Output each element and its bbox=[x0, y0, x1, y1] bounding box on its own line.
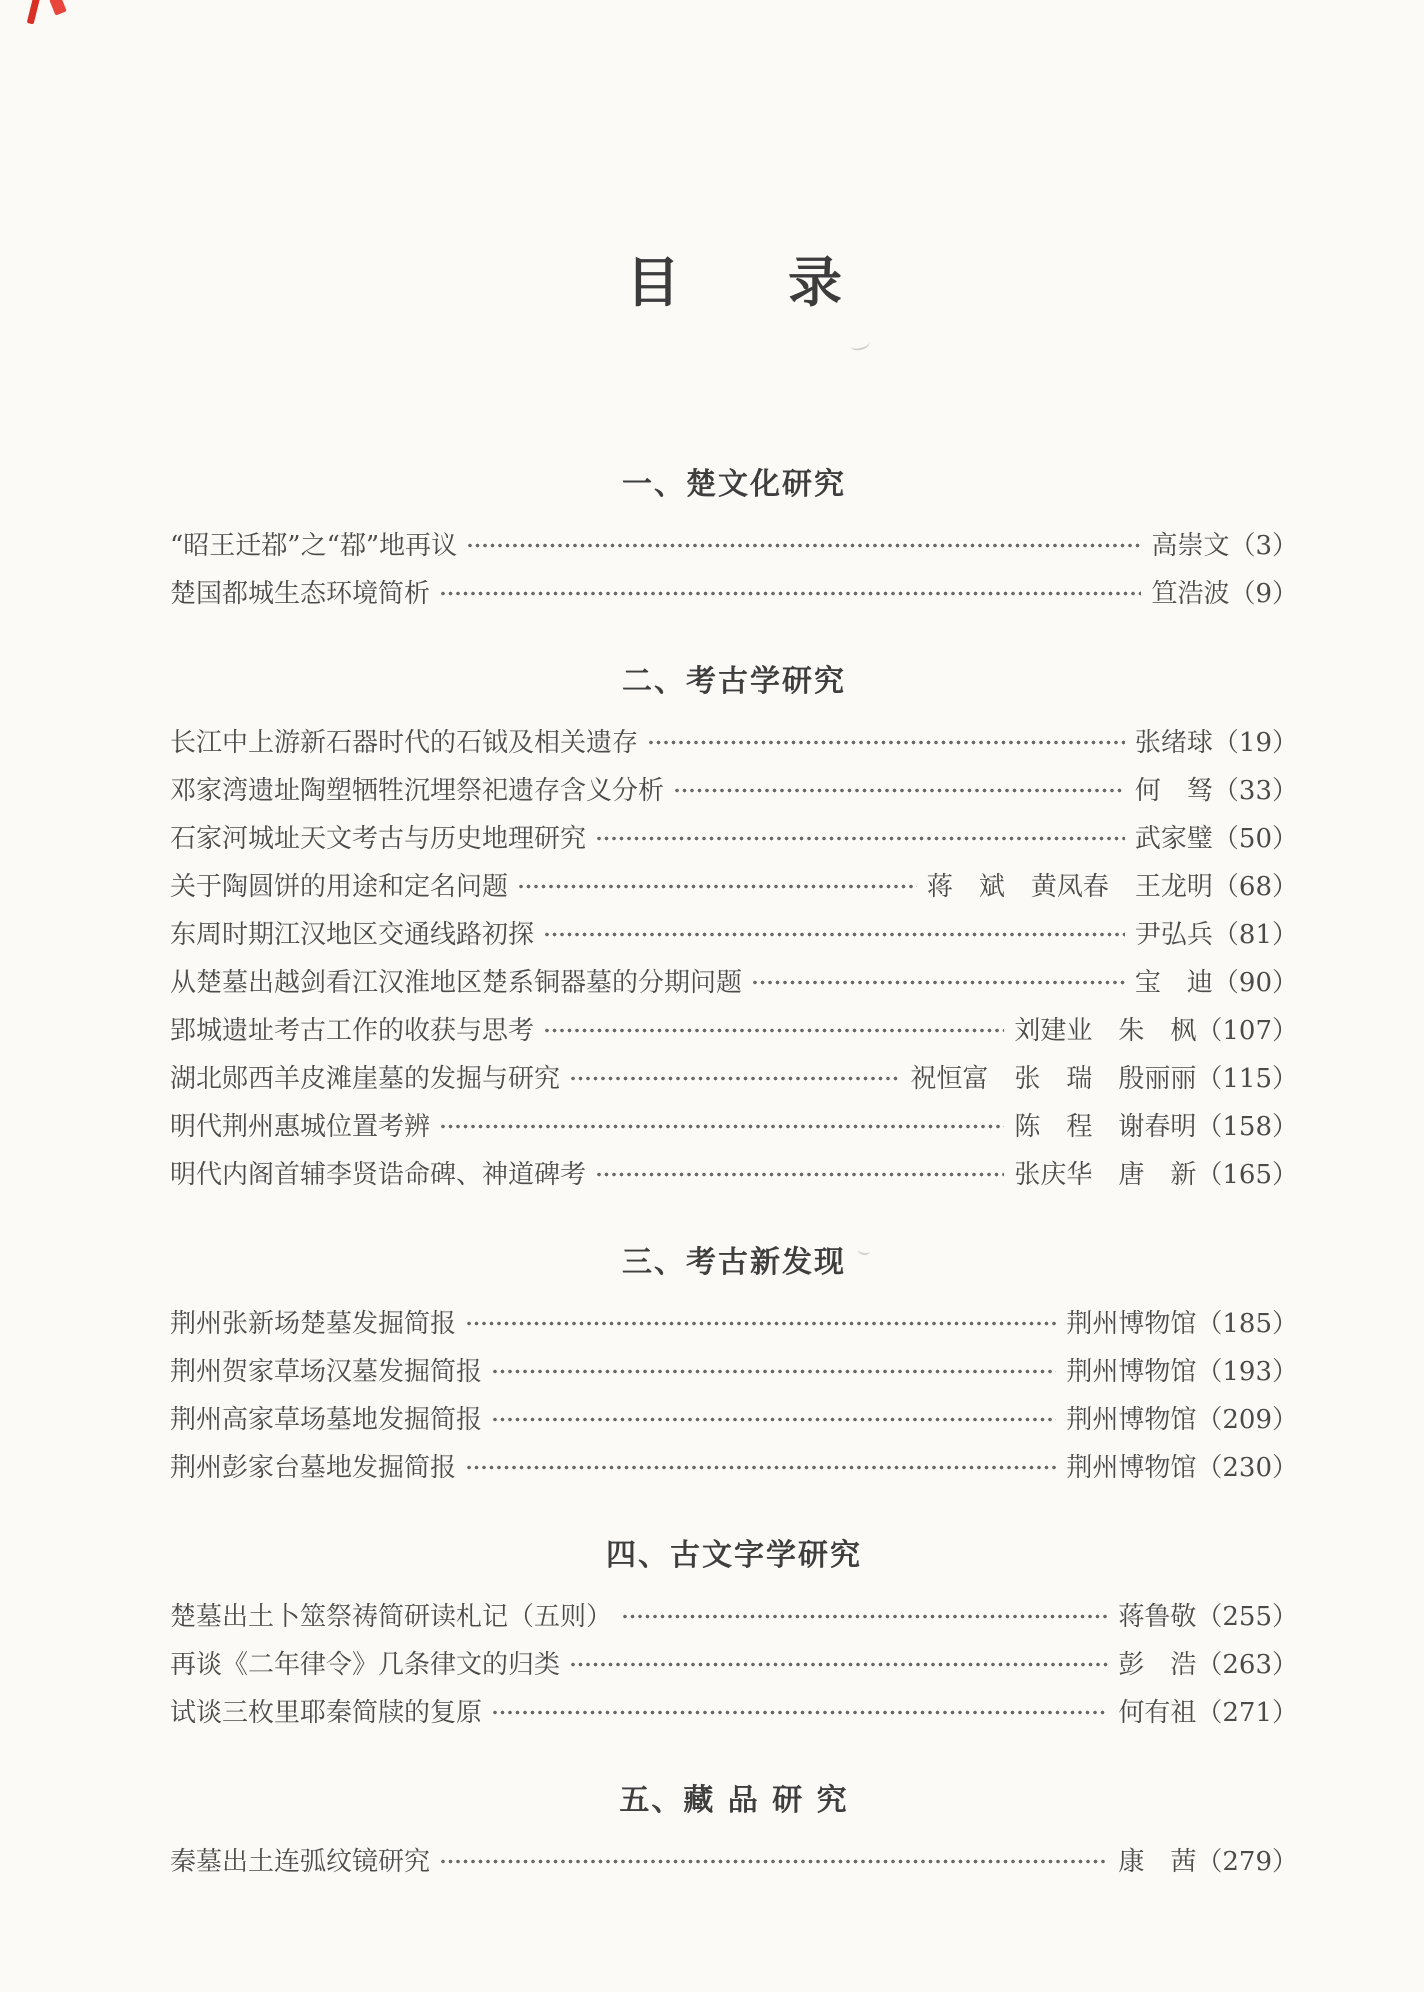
entry-title: 荆州彭家台墓地发掘简报 bbox=[170, 1452, 457, 1483]
entry-authors: 陈 程 谢春明 bbox=[1014, 1111, 1197, 1142]
entry-authors: 张绪球 bbox=[1134, 727, 1213, 758]
dot-leader bbox=[467, 542, 1141, 549]
toc-section bbox=[170, 1242, 1298, 1489]
page-title: 目 录 bbox=[626, 250, 842, 314]
toc-entry bbox=[170, 812, 1298, 860]
entry-title: 湖北郧西羊皮滩崖墓的发掘与研究 bbox=[170, 1063, 561, 1094]
entry-authors: 祝恒富 张 瑞 殷丽丽 bbox=[910, 1063, 1197, 1094]
entry-title: 东周时期江汉地区交通线路初探 bbox=[170, 919, 535, 950]
dot-leader bbox=[674, 787, 1125, 794]
dot-leader bbox=[648, 739, 1125, 746]
toc-entry bbox=[170, 1297, 1298, 1345]
entry-page-number: （255） bbox=[1196, 1601, 1298, 1632]
dot-leader bbox=[752, 979, 1125, 986]
dot-leader bbox=[440, 1123, 1004, 1130]
entry-title: 荆州高家草场墓地发掘简报 bbox=[170, 1404, 483, 1435]
entry-authors: 高崇文 bbox=[1151, 530, 1230, 561]
entry-title: 长江中上游新石器时代的石钺及相关遗存 bbox=[170, 727, 639, 758]
entry-page-number: （90） bbox=[1212, 967, 1298, 998]
toc-entry bbox=[170, 860, 1298, 908]
entry-title: 楚墓出土卜筮祭祷简研读札记（五则） bbox=[170, 1601, 613, 1632]
dot-leader bbox=[440, 590, 1141, 597]
entry-page-number: （50） bbox=[1212, 823, 1298, 854]
dot-leader bbox=[570, 1075, 900, 1082]
entry-title: “昭王迁鄀”之“鄀”地再议 bbox=[170, 530, 458, 561]
dot-leader bbox=[492, 1709, 1108, 1716]
entry-page-number: （115） bbox=[1196, 1063, 1298, 1094]
entry-title: 明代内阁首辅李贤诰命碑、神道碑考 bbox=[170, 1159, 587, 1190]
entry-title: 荆州张新场楚墓发掘简报 bbox=[170, 1308, 457, 1339]
entry-page-number: （9） bbox=[1229, 578, 1298, 609]
toc-entry bbox=[170, 1148, 1298, 1196]
entry-page-number: （158） bbox=[1196, 1111, 1298, 1142]
entry-title: 从楚墓出越剑看江汉淮地区楚系铜器墓的分期问题 bbox=[170, 967, 743, 998]
toc-section bbox=[170, 1780, 1298, 1883]
entry-authors: 康 茜 bbox=[1118, 1846, 1197, 1877]
entry-page-number: （279） bbox=[1196, 1846, 1298, 1877]
entry-authors: 彭 浩 bbox=[1118, 1649, 1197, 1680]
toc-section bbox=[170, 661, 1298, 1196]
toc-entry bbox=[170, 1590, 1298, 1638]
toc-entry bbox=[170, 1638, 1298, 1686]
entry-page-number: （33） bbox=[1212, 775, 1298, 806]
toc-entry bbox=[170, 956, 1298, 1004]
section-heading: 三、考古新发现 bbox=[622, 1245, 846, 1280]
entry-page-number: （230） bbox=[1196, 1452, 1298, 1483]
entry-authors: 张庆华 唐 新 bbox=[1014, 1159, 1197, 1190]
section-heading: 一、楚文化研究 bbox=[622, 467, 846, 502]
entry-page-number: （209） bbox=[1196, 1404, 1298, 1435]
entry-page-number: （68） bbox=[1212, 871, 1298, 902]
entry-page-number: （3） bbox=[1229, 530, 1298, 561]
entry-title: 关于陶圆饼的用途和定名问题 bbox=[170, 871, 509, 902]
entry-authors: 尹弘兵 bbox=[1134, 919, 1213, 950]
toc-entry bbox=[170, 1004, 1298, 1052]
toc-entry bbox=[170, 567, 1298, 615]
entry-authors: 荆州博物馆 bbox=[1066, 1404, 1197, 1435]
entry-page-number: （185） bbox=[1196, 1308, 1298, 1339]
entry-page-number: （165） bbox=[1196, 1159, 1298, 1190]
entry-authors: 刘建业 朱 枫 bbox=[1014, 1015, 1197, 1046]
entry-page-number: （271） bbox=[1196, 1697, 1298, 1728]
entry-page-number: （19） bbox=[1212, 727, 1298, 758]
entry-authors: 蒋 斌 黄凤春 王龙明 bbox=[926, 871, 1213, 902]
section-heading: 四、古文字学研究 bbox=[606, 1538, 862, 1573]
dot-leader bbox=[544, 931, 1125, 938]
toc-entry bbox=[170, 1686, 1298, 1734]
dot-leader bbox=[570, 1661, 1108, 1668]
toc-entry bbox=[170, 908, 1298, 956]
entry-title: 明代荆州惠城位置考辨 bbox=[170, 1111, 431, 1142]
entry-authors: 武家璧 bbox=[1134, 823, 1213, 854]
entry-title: 荆州贺家草场汉墓发掘简报 bbox=[170, 1356, 483, 1387]
red-ink-scan-artifact bbox=[49, 0, 66, 16]
toc-section bbox=[170, 464, 1298, 615]
dot-leader bbox=[518, 883, 917, 890]
toc-entry bbox=[170, 519, 1298, 567]
entry-title: 石家河城址天文考古与历史地理研究 bbox=[170, 823, 587, 854]
dot-leader bbox=[466, 1464, 1056, 1471]
entry-title: 郢城遗址考古工作的收获与思考 bbox=[170, 1015, 535, 1046]
entry-authors: 何有祖 bbox=[1118, 1697, 1197, 1728]
toc-section bbox=[170, 1535, 1298, 1734]
entry-authors: 荆州博物馆 bbox=[1066, 1452, 1197, 1483]
entry-authors: 蒋鲁敬 bbox=[1118, 1601, 1197, 1632]
entry-authors: 宝 迪 bbox=[1134, 967, 1213, 998]
section-heading: 二、考古学研究 bbox=[622, 664, 846, 699]
entry-page-number: （263） bbox=[1196, 1649, 1298, 1680]
toc-entry bbox=[170, 1835, 1298, 1883]
toc-entry bbox=[170, 1052, 1298, 1100]
dot-leader bbox=[544, 1027, 1004, 1034]
dot-leader bbox=[440, 1858, 1108, 1865]
entry-authors: 笪浩波 bbox=[1151, 578, 1230, 609]
entry-authors: 荆州博物馆 bbox=[1066, 1356, 1197, 1387]
entry-page-number: （193） bbox=[1196, 1356, 1298, 1387]
dot-leader bbox=[596, 835, 1125, 842]
toc-entry bbox=[170, 1441, 1298, 1489]
toc-entry bbox=[170, 716, 1298, 764]
entry-title: 楚国都城生态环境简析 bbox=[170, 578, 431, 609]
dot-leader bbox=[492, 1368, 1056, 1375]
entry-title: 再谈《二年律令》几条律文的归类 bbox=[170, 1649, 561, 1680]
entry-page-number: （81） bbox=[1212, 919, 1298, 950]
entry-title: 试谈三枚里耶秦简牍的复原 bbox=[170, 1697, 483, 1728]
dot-leader bbox=[466, 1320, 1056, 1327]
entry-title: 邓家湾遗址陶塑牺牲沉埋祭祀遗存含义分析 bbox=[170, 775, 665, 806]
dot-leader bbox=[492, 1416, 1056, 1423]
section-heading: 五、藏 品 研 究 bbox=[619, 1783, 849, 1818]
red-ink-scan-artifact bbox=[27, 0, 41, 24]
toc-entry bbox=[170, 764, 1298, 812]
toc-content bbox=[170, 0, 1298, 1883]
entry-title: 秦墓出土连弧纹镜研究 bbox=[170, 1846, 431, 1877]
entry-authors: 何 驽 bbox=[1134, 775, 1213, 806]
toc-entry bbox=[170, 1393, 1298, 1441]
entry-authors: 荆州博物馆 bbox=[1066, 1308, 1197, 1339]
dot-leader bbox=[622, 1613, 1108, 1620]
entry-page-number: （107） bbox=[1196, 1015, 1298, 1046]
dot-leader bbox=[596, 1171, 1004, 1178]
toc-entry bbox=[170, 1345, 1298, 1393]
toc-entry bbox=[170, 1100, 1298, 1148]
